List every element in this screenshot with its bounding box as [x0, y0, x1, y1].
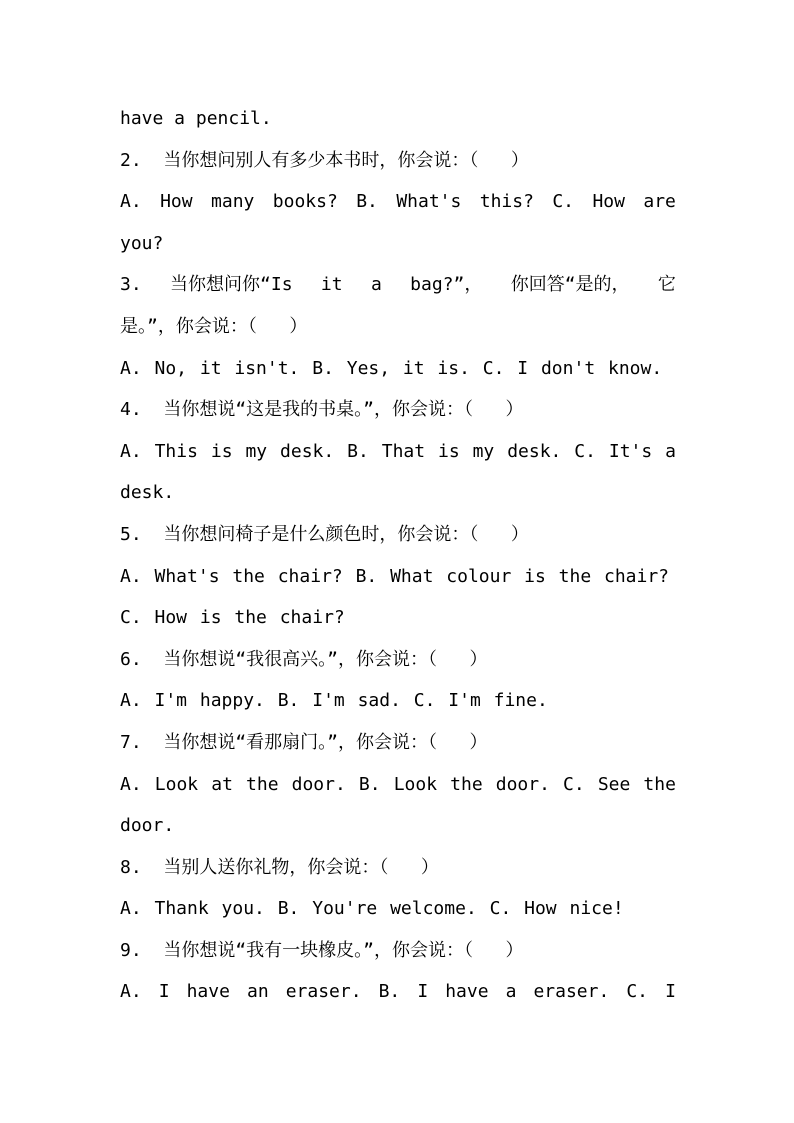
question-4: 4. 当你想说“这是我的书桌。”，你会说：（ ）	[120, 399, 524, 421]
word: it	[320, 274, 343, 296]
word: How	[160, 191, 193, 213]
word: A.	[120, 191, 142, 213]
word: my	[472, 440, 495, 462]
line-pencil: have a pencil.	[120, 108, 272, 129]
word: a	[505, 981, 517, 1003]
word: C.	[574, 440, 596, 462]
word: at	[211, 773, 233, 795]
word: this?	[479, 191, 534, 213]
word: many	[211, 191, 255, 213]
word: the	[246, 773, 279, 795]
question-5: 5. 当你想问椅子是什么颜色时，你会说：（ ）	[120, 523, 529, 545]
question-4-options-continued: desk.	[120, 482, 175, 504]
word: my	[245, 440, 268, 462]
question-3-options: A. No, it isn't. B. Yes, it is. C. I don't know.	[120, 357, 663, 379]
question-7-options-continued: door.	[120, 815, 175, 837]
word: A.	[120, 773, 142, 795]
word: eraser.	[533, 981, 610, 1003]
word: Look	[393, 773, 438, 795]
question-2-options	[120, 181, 676, 223]
word: desk.	[507, 440, 562, 462]
word: is	[210, 440, 233, 462]
word: the	[450, 773, 483, 795]
question-7-options	[120, 764, 676, 806]
word: a	[370, 274, 382, 296]
question-2-options-continued: you?	[120, 232, 164, 254]
question-5-options: A. What's the chair? B. What colour is the chair?	[120, 565, 670, 587]
word: have	[186, 981, 230, 1003]
word: Look	[154, 773, 199, 795]
word: See	[597, 773, 631, 795]
word: B.	[358, 773, 381, 795]
word: an	[246, 981, 269, 1003]
document-page	[120, 98, 676, 1013]
word: B.	[356, 191, 378, 213]
question-9: 9. 当你想说“我有一块橡皮。”，你会说：（ ）	[120, 939, 524, 961]
word: 它	[657, 274, 676, 296]
word: 你回答“是的，	[510, 274, 630, 296]
question-9-options	[120, 971, 676, 1013]
question-8: 8. 当别人送你礼物，你会说：（ ）	[120, 856, 439, 878]
word: eraser.	[285, 981, 362, 1003]
question-6: 6. 当你想说“我很高兴。”，你会说：（ ）	[120, 648, 488, 670]
question-3	[120, 264, 676, 306]
word: That	[381, 440, 426, 462]
word: bag?”，	[410, 274, 483, 296]
word: A.	[120, 981, 142, 1003]
question-7: 7. 当你想说“看那扇门。”，你会说：（ ）	[120, 731, 488, 753]
question-3-continued: 是。”，你会说：（ ）	[120, 315, 308, 337]
word: desk.	[280, 440, 335, 462]
word: What's	[396, 191, 462, 213]
word: have	[445, 981, 489, 1003]
word: C.	[563, 773, 585, 795]
word: I	[158, 981, 170, 1003]
question-8-options: A. Thank you. B. You're welcome. C. How nice!	[120, 898, 624, 920]
word: 当你想问你“Is	[170, 274, 293, 296]
word: I	[665, 981, 676, 1003]
question-2: 2. 当你想问别人有多少本书时，你会说：（ ）	[120, 149, 529, 171]
word: is	[438, 440, 460, 462]
word: 3.	[120, 274, 142, 296]
word: B.	[347, 440, 369, 462]
word: B.	[378, 981, 401, 1003]
word: C.	[626, 981, 649, 1003]
word: I	[417, 981, 429, 1003]
word: a	[665, 440, 676, 462]
word: A.	[120, 440, 142, 462]
word: C.	[552, 191, 575, 213]
question-4-options	[120, 431, 676, 473]
word: How	[592, 191, 625, 213]
word: are	[643, 191, 676, 213]
word: It's	[608, 440, 653, 462]
word: the	[643, 773, 676, 795]
word: door.	[495, 773, 550, 795]
question-5-options-continued: C. How is the chair?	[120, 607, 345, 629]
question-6-options: A. I'm happy. B. I'm sad. C. I'm fine.	[120, 690, 548, 712]
word: books?	[272, 191, 338, 213]
word: This	[154, 440, 198, 462]
word: door.	[291, 773, 346, 795]
